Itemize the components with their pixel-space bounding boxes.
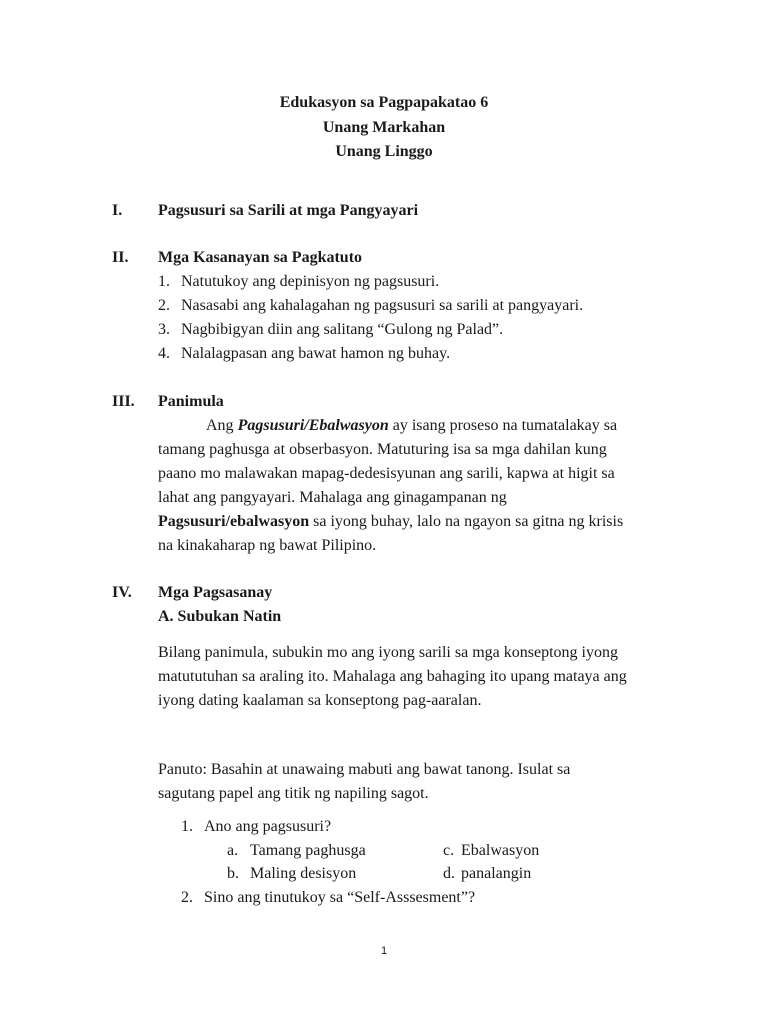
choice-letter: d. (443, 865, 455, 882)
intro-text: sa iyong buhay, lalo na ngayon sa gitna ng krisis (309, 513, 624, 530)
choice-text: Ebalwasyon (461, 842, 540, 859)
intro-line (158, 514, 623, 530)
competency-number: 4. (158, 345, 170, 362)
section-3-title: Panimula (158, 393, 224, 410)
section-1-numeral: I. (112, 202, 123, 219)
choice-text: Maling desisyon (250, 865, 357, 882)
key-term: Pagsusuri/ebalwasyon (158, 513, 310, 530)
choice-letter: b. (227, 865, 239, 882)
competency-text: Nagbibigyan diin ang salitang “Gulong ng Palad”. (181, 321, 504, 338)
intro-line: tamang paghusga at obserbasyon. Matuturing isa sa mga dahilan kung (158, 441, 607, 458)
competency-number: 1. (158, 273, 170, 290)
competency-number: 2. (158, 297, 170, 314)
question-text: Sino ang tinutukoy sa “Self-Asssesment”? (204, 889, 476, 906)
section-4-numeral: IV. (112, 584, 132, 601)
choice-text: panalangin (461, 865, 532, 882)
intro-text: ay isang proseso na tumatalakay sa (388, 417, 618, 434)
choice-text: Tamang paghusga (250, 842, 366, 859)
key-term: Pagsusuri/Ebalwasyon (237, 417, 389, 434)
exercise-intro-line: matututuhan sa araling ito. Mahalaga ang bahaging ito upang mataya ang (158, 668, 627, 685)
section-2-title: Mga Kasanayan sa Pagkatuto (158, 249, 363, 266)
intro-line: na kinakaharap ng bawat Pilipino. (158, 537, 377, 554)
competency-text: Nasasabi ang kahalagahan ng pagsusuri sa sarili at pangyayari. (181, 297, 584, 314)
intro-line (206, 418, 617, 434)
section-3-numeral: III. (112, 393, 135, 410)
week-label: Unang Linggo (335, 143, 433, 160)
section-4-title: Mga Pagsasanay (158, 584, 273, 601)
section-2-numeral: II. (112, 249, 129, 266)
question-number: 1. (181, 818, 193, 835)
choice-letter: a. (227, 842, 239, 859)
competency-number: 3. (158, 321, 170, 338)
question-text: Ano ang pagsusuri? (204, 818, 332, 835)
document-title: Edukasyon sa Pagpapakatao 6 (279, 94, 489, 111)
instructions-line: Panuto: Basahin at unawaing mabuti ang bawat tanong. Isulat sa (158, 761, 571, 778)
exercise-intro-line: Bilang panimula, subukin mo ang iyong sarili sa mga konseptong iyong (158, 644, 618, 661)
page-number: 1 (380, 945, 388, 957)
question-number: 2. (181, 889, 193, 906)
exercise-intro-line: iyong dating kaalaman sa konseptong pag-aaralan. (158, 692, 482, 709)
choice-letter: c. (443, 842, 455, 859)
section-1-title: Pagsusuri sa Sarili at mga Pangyayari (158, 202, 419, 219)
intro-text: Ang (206, 417, 238, 434)
instructions-line: sagutang papel ang titik ng napiling sagot. (158, 785, 429, 802)
quarter-label: Unang Markahan (322, 119, 446, 136)
competency-text: Natutukoy ang depinisyon ng pagsusuri. (181, 273, 440, 290)
section-4-subtitle: A. Subukan Natin (158, 608, 282, 625)
intro-line: paano mo malawakan mapag-dedesisyunan ang sarili, kapwa at higit sa (158, 465, 615, 482)
competency-text: Nalalagpasan ang bawat hamon ng buhay. (181, 345, 451, 362)
intro-line: lahat ang pangyayari. Mahalaga ang ginagampanan ng (158, 489, 507, 506)
